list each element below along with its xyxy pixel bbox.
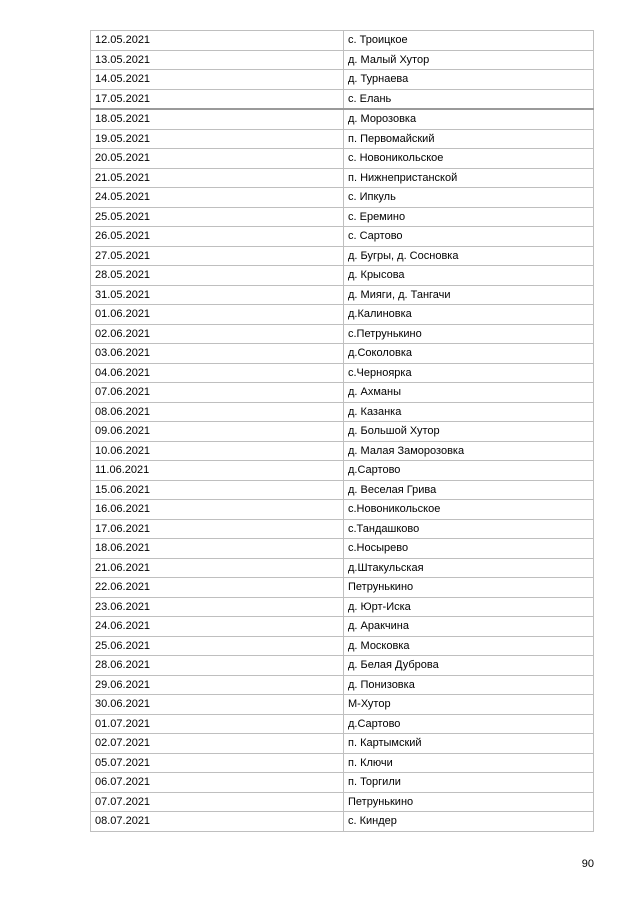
table-row <box>91 480 594 500</box>
table-row <box>91 266 594 286</box>
place-cell: д. Казанка <box>344 402 594 422</box>
date-cell: 25.06.2021 <box>91 636 344 656</box>
place-cell: п. Нижнепристанской <box>344 168 594 188</box>
place-cell: с.Новоникольское <box>344 500 594 520</box>
date-cell: 18.05.2021 <box>91 109 344 129</box>
table-row <box>91 656 594 676</box>
table-row <box>91 285 594 305</box>
date-cell: 01.07.2021 <box>91 714 344 734</box>
date-cell: 10.06.2021 <box>91 441 344 461</box>
table-row <box>91 539 594 559</box>
date-cell: 15.06.2021 <box>91 480 344 500</box>
date-cell: 07.07.2021 <box>91 792 344 812</box>
place-cell: с. Новоникольское <box>344 149 594 169</box>
place-cell: п. Картымский <box>344 734 594 754</box>
place-cell: д.Сартово <box>344 714 594 734</box>
place-cell: Петрунькино <box>344 578 594 598</box>
place-cell: д. Ахманы <box>344 383 594 403</box>
table-row <box>91 636 594 656</box>
date-cell: 17.05.2021 <box>91 89 344 109</box>
table-row <box>91 695 594 715</box>
date-cell: 17.06.2021 <box>91 519 344 539</box>
table-row <box>91 773 594 793</box>
place-cell: с.Черноярка <box>344 363 594 383</box>
table-row <box>91 324 594 344</box>
table-row <box>91 441 594 461</box>
table-row <box>91 402 594 422</box>
table-row <box>91 792 594 812</box>
table-row <box>91 500 594 520</box>
date-cell: 18.06.2021 <box>91 539 344 559</box>
date-cell: 09.06.2021 <box>91 422 344 442</box>
place-cell: Петрунькино <box>344 792 594 812</box>
place-cell: с. Троицкое <box>344 31 594 51</box>
table-row <box>91 383 594 403</box>
place-cell: д. Большой Хутор <box>344 422 594 442</box>
date-cell: 08.07.2021 <box>91 812 344 832</box>
date-cell: 04.06.2021 <box>91 363 344 383</box>
date-cell: 30.06.2021 <box>91 695 344 715</box>
table-row <box>91 422 594 442</box>
table-row <box>91 344 594 364</box>
table-row <box>91 461 594 481</box>
table-row <box>91 305 594 325</box>
date-cell: 27.05.2021 <box>91 246 344 266</box>
table-row <box>91 168 594 188</box>
date-cell: 03.06.2021 <box>91 344 344 364</box>
date-cell: 02.06.2021 <box>91 324 344 344</box>
table-row <box>91 578 594 598</box>
place-cell: д. Белая Дуброва <box>344 656 594 676</box>
place-cell: д. Веселая Грива <box>344 480 594 500</box>
date-cell: 25.05.2021 <box>91 207 344 227</box>
table-row <box>91 109 594 129</box>
place-cell: п. Торгили <box>344 773 594 793</box>
table-row <box>91 50 594 70</box>
place-cell: с. Ипкуль <box>344 188 594 208</box>
table-row <box>91 129 594 149</box>
schedule-table-body <box>91 31 594 832</box>
table-row <box>91 207 594 227</box>
table-row <box>91 734 594 754</box>
table-row <box>91 714 594 734</box>
place-cell: д. Аракчина <box>344 617 594 637</box>
place-cell: с.Тандашково <box>344 519 594 539</box>
date-cell: 06.07.2021 <box>91 773 344 793</box>
date-cell: 14.05.2021 <box>91 70 344 90</box>
date-cell: 28.05.2021 <box>91 266 344 286</box>
table-row <box>91 558 594 578</box>
place-cell: с. Сартово <box>344 227 594 247</box>
place-cell: д. Малый Хутор <box>344 50 594 70</box>
date-cell: 07.06.2021 <box>91 383 344 403</box>
place-cell: д. Мияги, д. Тангачи <box>344 285 594 305</box>
place-cell: п. Первомайский <box>344 129 594 149</box>
table-row <box>91 597 594 617</box>
table-row <box>91 31 594 51</box>
date-cell: 02.07.2021 <box>91 734 344 754</box>
date-cell: 21.05.2021 <box>91 168 344 188</box>
place-cell: д.Соколовка <box>344 344 594 364</box>
date-cell: 20.05.2021 <box>91 149 344 169</box>
date-cell: 05.07.2021 <box>91 753 344 773</box>
table-row <box>91 519 594 539</box>
date-cell: 28.06.2021 <box>91 656 344 676</box>
date-cell: 12.05.2021 <box>91 31 344 51</box>
place-cell: д. Турнаева <box>344 70 594 90</box>
table-row <box>91 70 594 90</box>
schedule-table <box>90 30 594 832</box>
place-cell: с. Киндер <box>344 812 594 832</box>
place-cell: с. Елань <box>344 89 594 109</box>
table-row <box>91 363 594 383</box>
date-cell: 21.06.2021 <box>91 558 344 578</box>
place-cell: д. Понизовка <box>344 675 594 695</box>
place-cell: с.Петрунькино <box>344 324 594 344</box>
date-cell: 22.06.2021 <box>91 578 344 598</box>
table-row <box>91 227 594 247</box>
place-cell: д. Крысова <box>344 266 594 286</box>
table-row <box>91 812 594 832</box>
place-cell: д. Московка <box>344 636 594 656</box>
place-cell: д.Калиновка <box>344 305 594 325</box>
place-cell: д.Штакульская <box>344 558 594 578</box>
date-cell: 01.06.2021 <box>91 305 344 325</box>
page-number: 90 <box>581 858 594 870</box>
date-cell: 13.05.2021 <box>91 50 344 70</box>
date-cell: 16.06.2021 <box>91 500 344 520</box>
date-cell: 19.05.2021 <box>91 129 344 149</box>
place-cell: М-Хутор <box>344 695 594 715</box>
place-cell: с. Еремино <box>344 207 594 227</box>
date-cell: 24.05.2021 <box>91 188 344 208</box>
table-row <box>91 149 594 169</box>
date-cell: 23.06.2021 <box>91 597 344 617</box>
place-cell: д.Сартово <box>344 461 594 481</box>
place-cell: д. Малая Заморозовка <box>344 441 594 461</box>
date-cell: 29.06.2021 <box>91 675 344 695</box>
table-row <box>91 246 594 266</box>
date-cell: 26.05.2021 <box>91 227 344 247</box>
place-cell: с.Носырево <box>344 539 594 559</box>
table-row <box>91 188 594 208</box>
place-cell: д. Бугры, д. Сосновка <box>344 246 594 266</box>
place-cell: д. Морозовка <box>344 109 594 129</box>
date-cell: 24.06.2021 <box>91 617 344 637</box>
place-cell: п. Ключи <box>344 753 594 773</box>
table-row <box>91 675 594 695</box>
date-cell: 31.05.2021 <box>91 285 344 305</box>
table-row <box>91 89 594 109</box>
place-cell: д. Юрт-Иска <box>344 597 594 617</box>
date-cell: 11.06.2021 <box>91 461 344 481</box>
table-row <box>91 617 594 637</box>
date-cell: 08.06.2021 <box>91 402 344 422</box>
table-row <box>91 753 594 773</box>
